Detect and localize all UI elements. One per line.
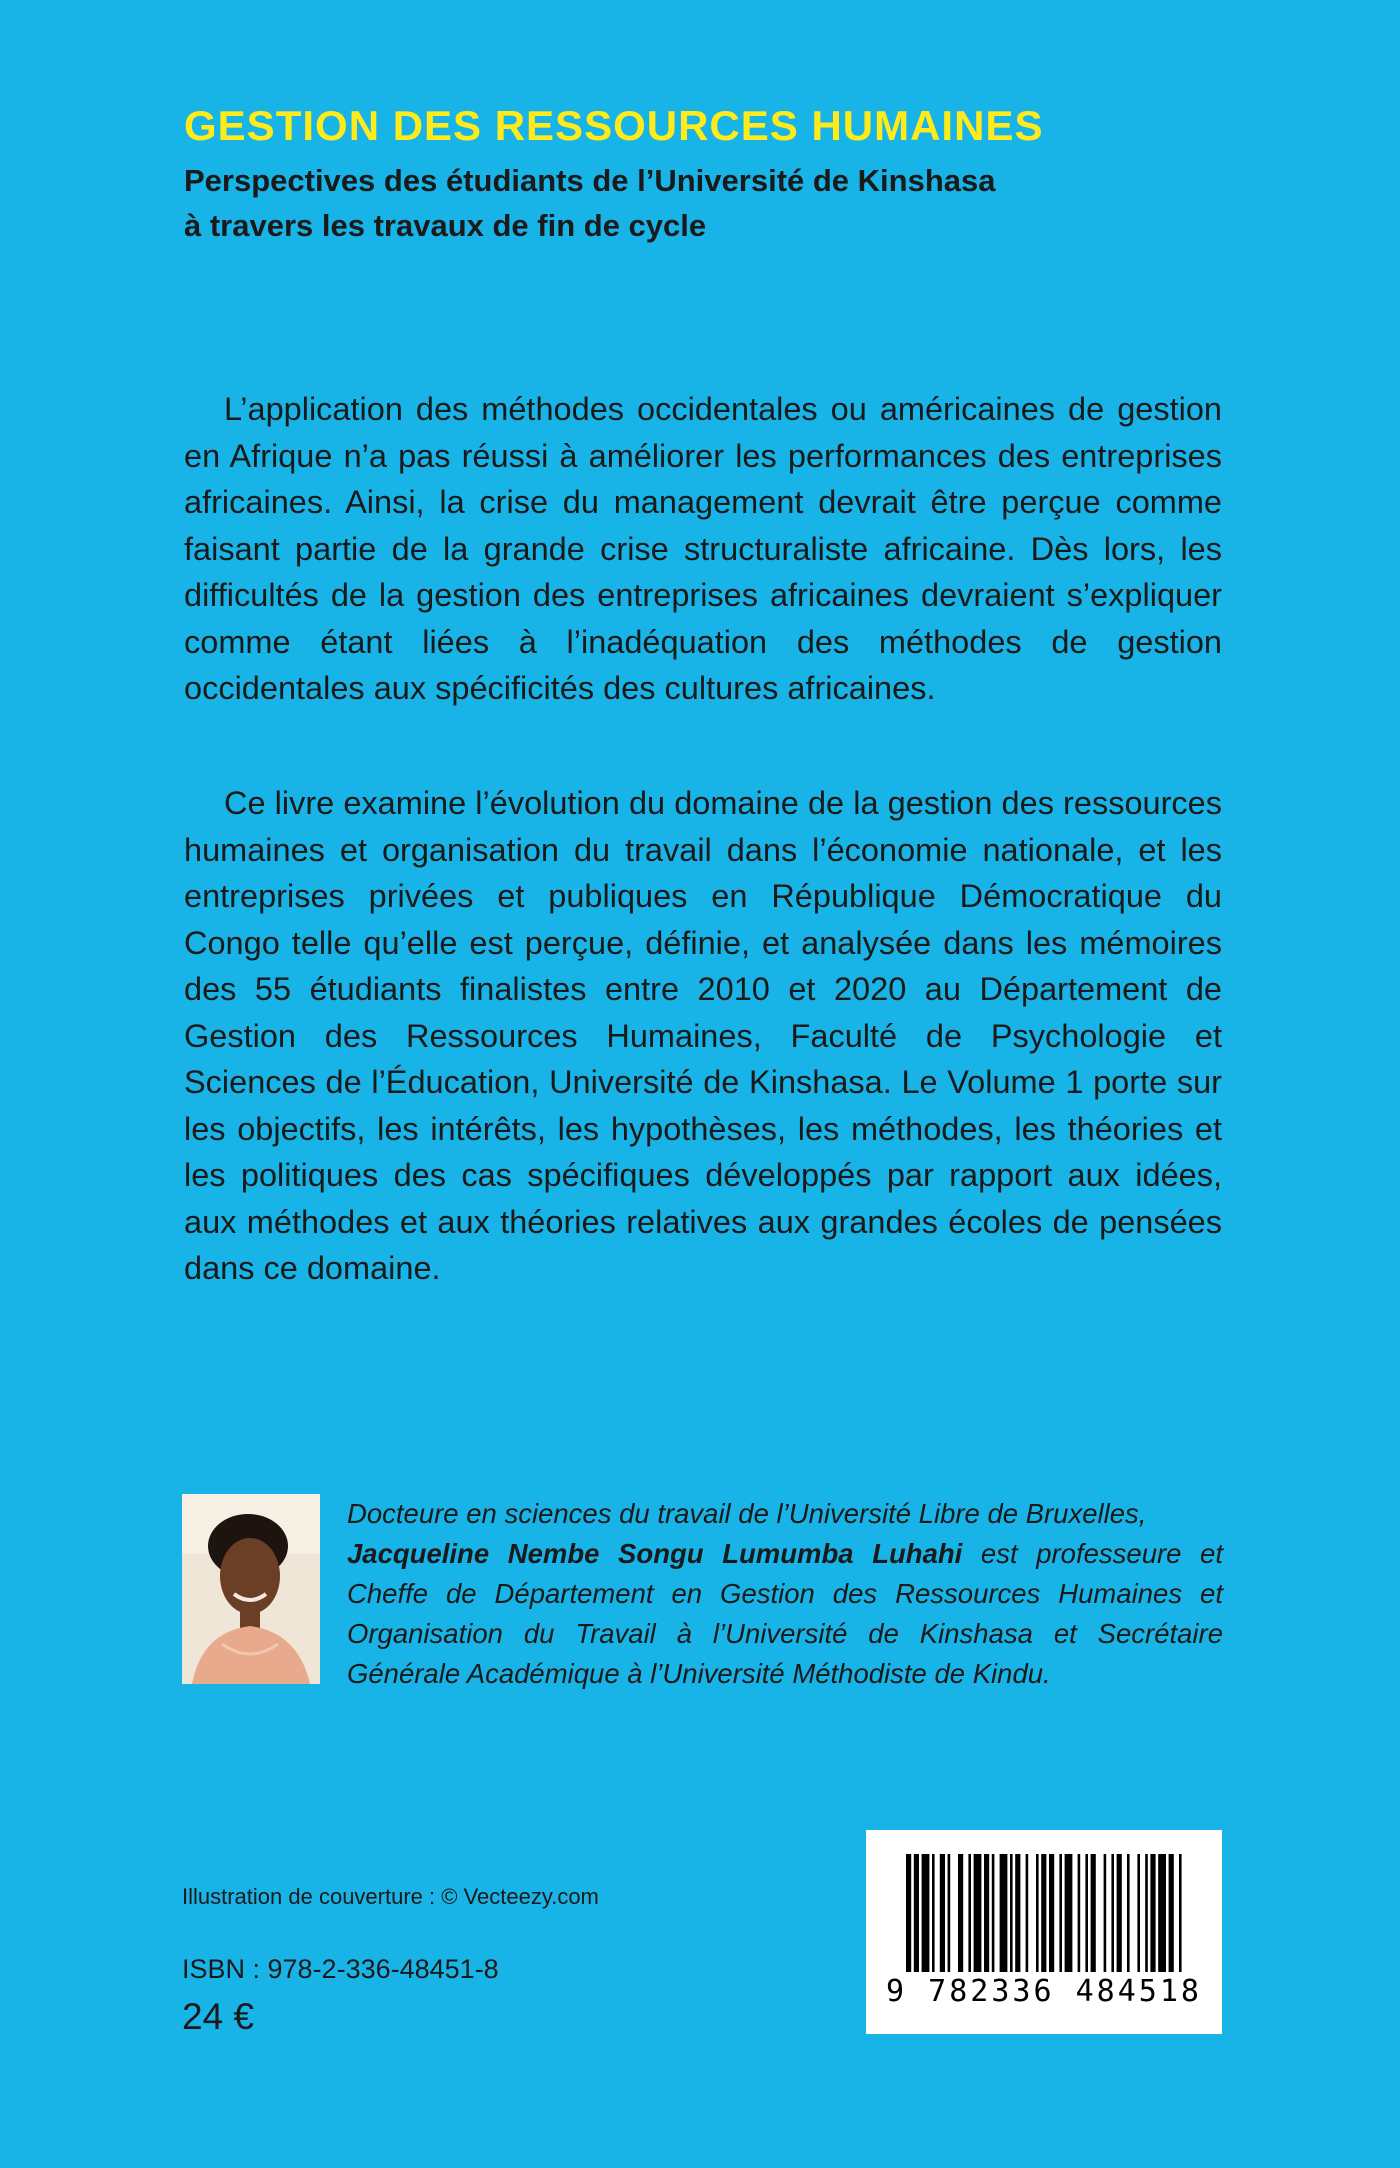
barcode-bar: [1104, 1854, 1107, 1972]
barcode-bar: [932, 1854, 935, 1972]
barcode-bar: [968, 1854, 971, 1972]
barcode-bar: [1085, 1854, 1088, 1972]
book-subtitle: [184, 158, 1234, 248]
barcode-bar: [922, 1854, 930, 1972]
barcode-bar: [1111, 1854, 1114, 1972]
barcode-bar: [1169, 1854, 1174, 1972]
barcode-bar: [992, 1854, 995, 1972]
barcode-bar: [1117, 1854, 1122, 1972]
barcode-bar: [1065, 1854, 1073, 1972]
barcode-bar: [1145, 1854, 1148, 1972]
barcode-bar: [948, 1854, 951, 1972]
barcode-bar: [1091, 1854, 1096, 1972]
summary-paragraph-2: Ce livre examine l’évolution du domaine de la gestion des ressources humaines et organisation du travail dans l’économie nationale, et les entreprises privées et publiques en République Démocratique du Congo telle qu’elle est perçue, définie, et analysée dans les mémoires des 55 étudiants finalistes entre 2010 et 2020 au Département de Gestion des Ressources Humaines, Faculté de Psychologie et Sciences de l’Éducation, Université de Kinshasa. Le Volume 1 porte sur les objectifs, les intérêts, les hypothèses, les méthodes, les théories et les politiques des cas spécifiques développés par rapport aux idées, aux méthodes et aux théories relatives aux grandes écoles de pensées dans ce domaine.: [184, 785, 1222, 1286]
barcode-bar: [1127, 1854, 1130, 1972]
barcode-bar: [1179, 1854, 1182, 1972]
illustration-credit: Illustration de couverture : © Vecteezy.com: [182, 1884, 599, 1909]
barcode-bar: [1000, 1854, 1008, 1972]
isbn: ISBN : 978-2-336-48451-8: [182, 1954, 499, 1984]
price: 24 €: [182, 1996, 255, 2037]
barcode-bar: [1150, 1854, 1155, 1972]
barcode-bar: [1158, 1854, 1166, 1972]
barcode-bar: [1041, 1854, 1046, 1972]
summary-paragraph-1: L’application des méthodes occidentales ou américaines de gestion en Afrique n’a pas réussi à améliorer les performances des entreprises africaines. Ainsi, la crise du management devrait être perçue comme faisant partie de la grande crise structuraliste africaine. Dès lors, les difficultés de la gestion des entreprises africaines devraient s’expliquer comme étant liées à l’inadéquation des méthodes de gestion occidentales aux spécificités des cultures africaines.: [184, 391, 1222, 706]
barcode: [866, 1830, 1222, 2034]
barcode-digits: 9 782336 484518: [886, 1974, 1202, 2009]
author-bio: [347, 1494, 1223, 1694]
author-bio-intro: Docteure en sciences du travail de l’Université Libre de Bruxelles,: [347, 1498, 1147, 1529]
barcode-bar: [940, 1854, 945, 1972]
subtitle-line-1: Perspectives des étudiants de l’Université de Kinshasa: [184, 163, 996, 198]
barcode-bar: [958, 1854, 963, 1972]
barcode-bar: [1137, 1854, 1140, 1972]
barcode-bar: [1026, 1854, 1029, 1972]
author-bio-rest: est professeure et Cheffe de Département en Gestion des Ressources Humaines et Organisation du Travail à l’Université de Kinshasa et Secrétaire Générale Académique à l’Université Méthodiste de Kindu.: [347, 1538, 1223, 1689]
barcode-bar: [1015, 1854, 1020, 1972]
barcode-bar: [974, 1854, 982, 1972]
barcode-bar: [906, 1854, 911, 1972]
barcode-bar: [1010, 1854, 1013, 1972]
barcode-bar: [984, 1854, 989, 1972]
barcode-bar: [1049, 1854, 1054, 1972]
barcode-bar: [1078, 1854, 1081, 1972]
barcode-bar: [914, 1854, 919, 1972]
author-photo: [182, 1494, 320, 1684]
barcode-bar: [1036, 1854, 1039, 1972]
barcode-bar: [1059, 1854, 1062, 1972]
book-title: GESTION DES RESSOURCES HUMAINES: [184, 102, 1044, 149]
subtitle-line-2: à travers les travaux de fin de cycle: [184, 208, 707, 243]
author-name: Jacqueline Nembe Songu Lumumba Luhahi: [347, 1538, 963, 1569]
